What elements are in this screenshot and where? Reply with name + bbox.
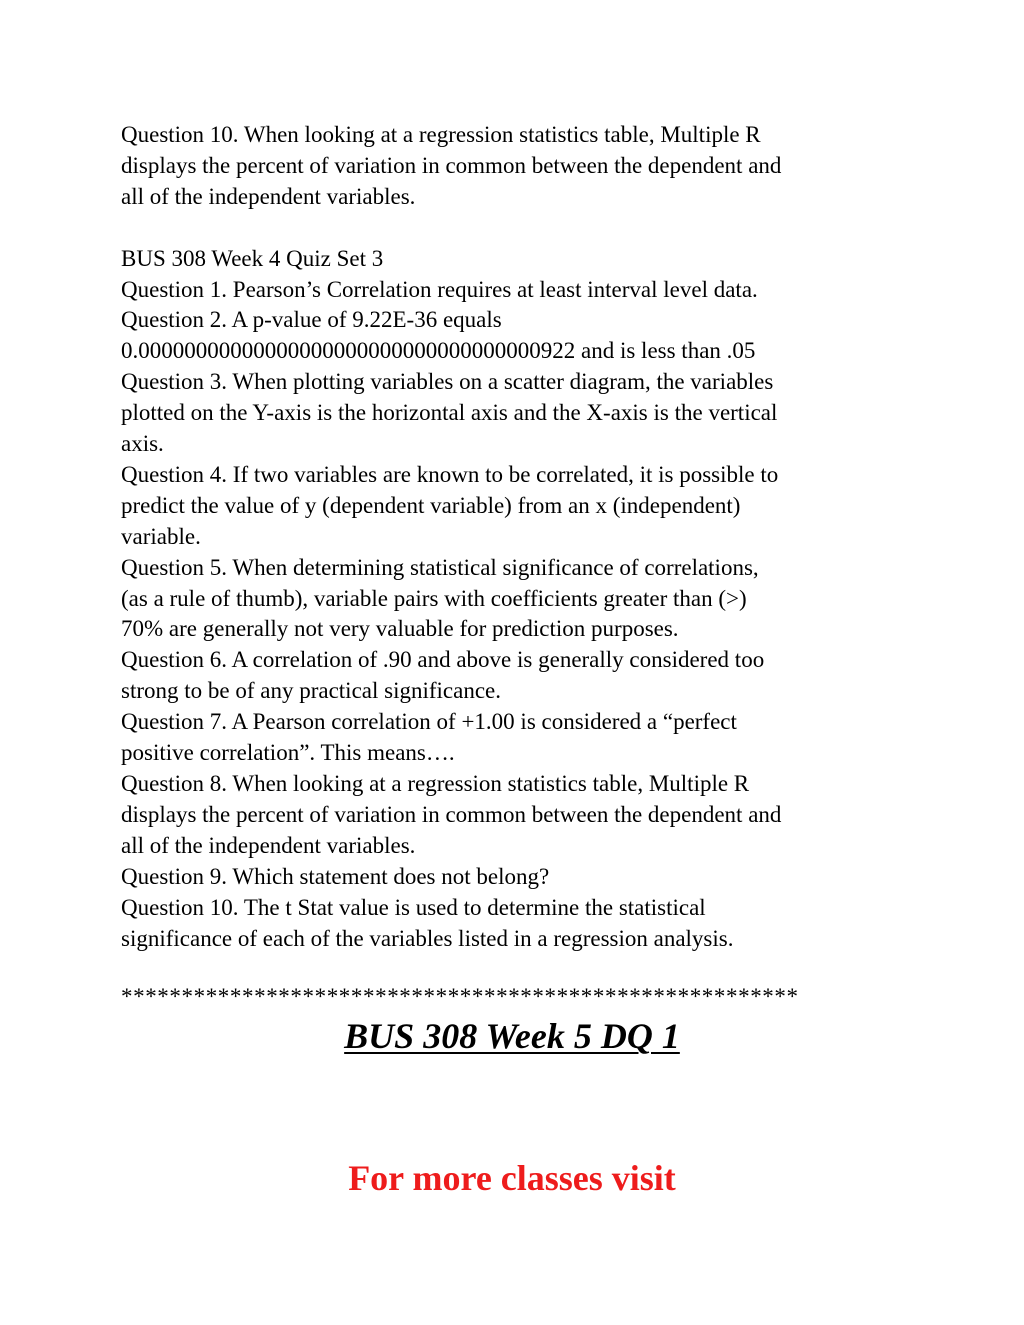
text-line: all of the independent variables.	[121, 183, 416, 209]
document-body	[121, 120, 911, 954]
text-line: significance of each of the variables listed in a regression analysis.	[121, 925, 734, 951]
text-line: displays the percent of variation in common between the dependent and	[121, 801, 782, 827]
text-line: BUS 308 Week 4 Quiz Set 3	[121, 245, 384, 271]
promo-text: For more classes visit	[348, 1158, 676, 1198]
text-line: Question 10. The t Stat value is used to determine the statistical	[121, 894, 706, 920]
text-line: Question 10. When looking at a regression statistics table, Multiple R	[121, 122, 761, 147]
text-line: plotted on the Y-axis is the horizontal axis and the X-axis is the vertical	[121, 400, 778, 426]
text-line: 70% are generally not very valuable for prediction purposes.	[121, 616, 679, 642]
text-line: positive correlation”. This means….	[121, 740, 455, 766]
text-line: Question 7. A Pearson correlation of +1.00 is considered a “perfect	[121, 709, 737, 735]
text-line: Question 9. Which statement does not belong?	[121, 863, 550, 889]
text-line: Question 6. A correlation of .90 and above is generally considered too	[121, 647, 765, 673]
text-line: (as a rule of thumb), variable pairs with coefficients greater than (>)	[121, 585, 747, 611]
text-line: Question 2. A p-value of 9.22E-36 equals	[121, 307, 502, 333]
text-line: Question 5. When determining statistical significance of correlations,	[121, 554, 759, 580]
text-line: Question 1. Pearson’s Correlation requires at least interval level data.	[121, 276, 758, 302]
text-line: predict the value of y (dependent variable) from an x (independent)	[121, 492, 741, 518]
text-line: variable.	[121, 523, 201, 549]
section-heading: BUS 308 Week 5 DQ 1	[344, 1016, 680, 1056]
text-line: Question 8. When looking at a regression statistics table, Multiple R	[121, 771, 750, 797]
text-line: 0.00000000000000000000000000000000000922 and is less than .05	[121, 338, 756, 364]
text-line: Question 4. If two variables are known to be correlated, it is possible to	[121, 461, 779, 487]
text-line: all of the independent variables.	[121, 832, 416, 858]
text-line: displays the percent of variation in common between the dependent and	[121, 152, 782, 178]
text-line: Question 3. When plotting variables on a scatter diagram, the variables	[121, 369, 774, 395]
paragraph-gap	[121, 213, 911, 244]
text-line: axis.	[121, 431, 164, 457]
text-line: strong to be of any practical significance.	[121, 678, 501, 704]
separator-line: ********************************************************	[121, 984, 799, 1009]
